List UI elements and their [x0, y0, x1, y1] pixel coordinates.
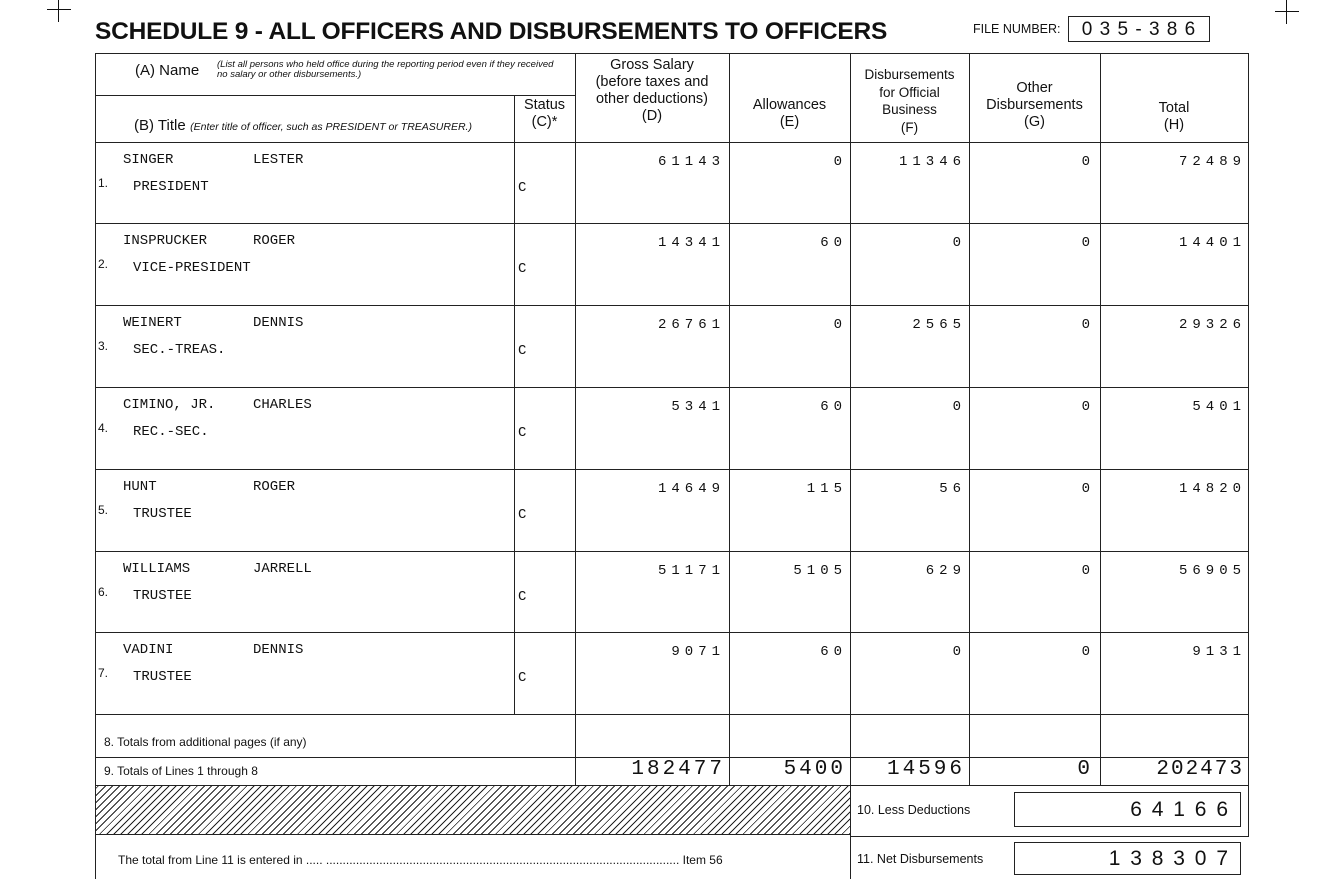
other-disbursements-value: 0	[1081, 154, 1095, 170]
official-business-column-header	[850, 66, 969, 136]
officer-first-name: CHARLES	[253, 397, 312, 413]
total-value: 72489	[1178, 154, 1246, 170]
official-business-value: 629	[925, 563, 966, 579]
line-number: 6.	[98, 585, 109, 599]
officer-last-name: VADINI	[123, 642, 174, 658]
line10-value-box: 6 4 1 6 6	[1014, 792, 1241, 827]
officer-title: REC.-SEC.	[133, 424, 209, 440]
official-header-line2: for Official	[879, 84, 940, 100]
officer-status: C	[518, 180, 527, 196]
line9-official-total: 14596	[886, 758, 965, 781]
officer-last-name: WEINERT	[123, 315, 182, 331]
line-number: 5.	[98, 503, 109, 517]
official-business-value: 2565	[912, 317, 966, 333]
official-header-line3: Business	[882, 102, 937, 117]
line10-label: 10. Less Deductions	[857, 803, 971, 817]
other-disbursements-value: 0	[1081, 317, 1095, 333]
gross-salary-value: 9071	[671, 644, 725, 660]
officer-title: TRUSTEE	[133, 506, 192, 522]
status-label: Status	[523, 97, 566, 113]
other-disbursements-value: 0	[1081, 481, 1095, 497]
official-business-value: 0	[952, 399, 966, 415]
allowances-value: 60	[820, 644, 847, 660]
officer-last-name: INSPRUCKER	[123, 233, 208, 249]
gross-header-line3: other deductions)	[595, 91, 709, 107]
officer-last-name: WILLIAMS	[123, 561, 191, 577]
allowances-value: 115	[806, 481, 847, 497]
officer-status: C	[518, 507, 527, 523]
total-header-line2: (H)	[1163, 117, 1185, 133]
officer-status: C	[518, 343, 527, 359]
other-disbursements-value: 0	[1081, 563, 1095, 579]
other-disbursements-column-header	[969, 80, 1100, 131]
allowances-value: 60	[820, 235, 847, 251]
line9-gross-total: 182477	[631, 758, 725, 781]
allowances-header-line1: Allowances	[752, 97, 827, 113]
other-header-line3: (G)	[1024, 114, 1045, 130]
official-header-line1: Disbursements	[864, 67, 955, 82]
total-value: 9131	[1192, 644, 1246, 660]
line-number: 2.	[98, 257, 109, 271]
registration-mark-left	[47, 0, 71, 22]
officer-first-name: ROGER	[253, 479, 296, 495]
status-code: (C)*	[531, 114, 558, 130]
allowances-value: 0	[833, 154, 847, 170]
title-note: (Enter title of officer, such as PRESIDENT or TREASURER.)	[190, 121, 472, 133]
official-header-line4: (F)	[900, 119, 919, 135]
other-disbursements-value: 0	[1081, 399, 1095, 415]
officer-first-name: DENNIS	[253, 642, 304, 658]
gross-salary-value: 5341	[671, 399, 725, 415]
gross-salary-value: 14341	[657, 235, 725, 251]
officer-title: TRUSTEE	[133, 669, 192, 685]
name-note: (List all persons who held office during the reporting period even if they received no salary or other disbursements.)	[217, 59, 554, 80]
gross-header-line2: (before taxes and	[595, 74, 709, 90]
line8-label: 8. Totals from additional pages (if any)	[104, 735, 307, 749]
allowances-value: 5105	[793, 563, 847, 579]
officer-status: C	[518, 670, 527, 686]
line11-value-box: 1 3 8 3 0 7	[1014, 842, 1241, 875]
file-number-box: 0 3 5 - 3 8 6	[1068, 16, 1210, 42]
officer-last-name: CIMINO, JR.	[123, 397, 216, 413]
line-number: 1.	[98, 176, 109, 190]
other-header-line2: Disbursements	[986, 97, 1083, 113]
line9-allowances-total: 5400	[783, 758, 846, 781]
status-column-header	[514, 97, 575, 131]
other-disbursements-value: 0	[1081, 235, 1095, 251]
name-label: (A) Name	[135, 62, 200, 79]
line-number: 7.	[98, 666, 109, 680]
officer-title: SEC.-TREAS.	[133, 342, 226, 358]
gross-salary-value: 51171	[657, 563, 725, 579]
gross-header-line4: (D)	[641, 108, 663, 124]
allowances-value: 60	[820, 399, 847, 415]
total-value: 5401	[1192, 399, 1246, 415]
total-value: 56905	[1178, 563, 1246, 579]
total-value: 29326	[1178, 317, 1246, 333]
line-number: 4.	[98, 421, 109, 435]
line-number: 3.	[98, 339, 109, 353]
gross-header-line1: Gross Salary	[610, 57, 694, 73]
officer-first-name: LESTER	[253, 152, 304, 168]
title-label: (B) Title	[134, 117, 186, 134]
allowances-column-header	[729, 97, 850, 131]
officer-title: PRESIDENT	[133, 179, 209, 195]
registration-mark-right	[1275, 0, 1299, 24]
official-business-value: 0	[952, 644, 966, 660]
officer-first-name: JARRELL	[253, 561, 312, 577]
officer-first-name: DENNIS	[253, 315, 304, 331]
line11-label: 11. Net Disbursements	[857, 852, 984, 866]
officer-first-name: ROGER	[253, 233, 296, 249]
official-business-value: 56	[939, 481, 966, 497]
officer-status: C	[518, 425, 527, 441]
other-disbursements-value: 0	[1081, 644, 1095, 660]
officer-status: C	[518, 261, 527, 277]
gross-salary-value: 61143	[657, 154, 725, 170]
allowances-value: 0	[833, 317, 847, 333]
schedule-title: SCHEDULE 9 - ALL OFFICERS AND DISBURSEMENTS TO OFFICERS	[95, 18, 888, 45]
name-column-header	[135, 62, 199, 80]
line9-other-total: 0	[1077, 758, 1093, 781]
title-column-header	[134, 117, 472, 135]
officer-title: VICE-PRESIDENT	[133, 260, 251, 276]
officer-title: TRUSTEE	[133, 588, 192, 604]
gross-salary-value: 14649	[657, 481, 725, 497]
gross-salary-column-header	[575, 57, 729, 125]
footer-note: The total from Line 11 is entered in ..... .......................................................................................................... Item 56	[118, 853, 723, 867]
allowances-header-line2: (E)	[779, 114, 800, 130]
officer-last-name: SINGER	[123, 152, 174, 168]
officer-status: C	[518, 589, 527, 605]
hatched-blocked-area	[96, 786, 850, 834]
official-business-value: 0	[952, 235, 966, 251]
file-number-label: FILE NUMBER:	[973, 22, 1061, 36]
total-value: 14401	[1178, 235, 1246, 251]
gross-salary-value: 26761	[657, 317, 725, 333]
other-header-line1: Other	[1016, 80, 1053, 96]
total-header-line1: Total	[1158, 100, 1190, 116]
total-column-header	[1100, 100, 1248, 134]
officer-last-name: HUNT	[123, 479, 157, 495]
total-value: 14820	[1178, 481, 1246, 497]
official-business-value: 11346	[898, 154, 966, 170]
line9-grand-total: 202473	[1156, 758, 1244, 781]
line9-label: 9. Totals of Lines 1 through 8	[104, 764, 258, 778]
